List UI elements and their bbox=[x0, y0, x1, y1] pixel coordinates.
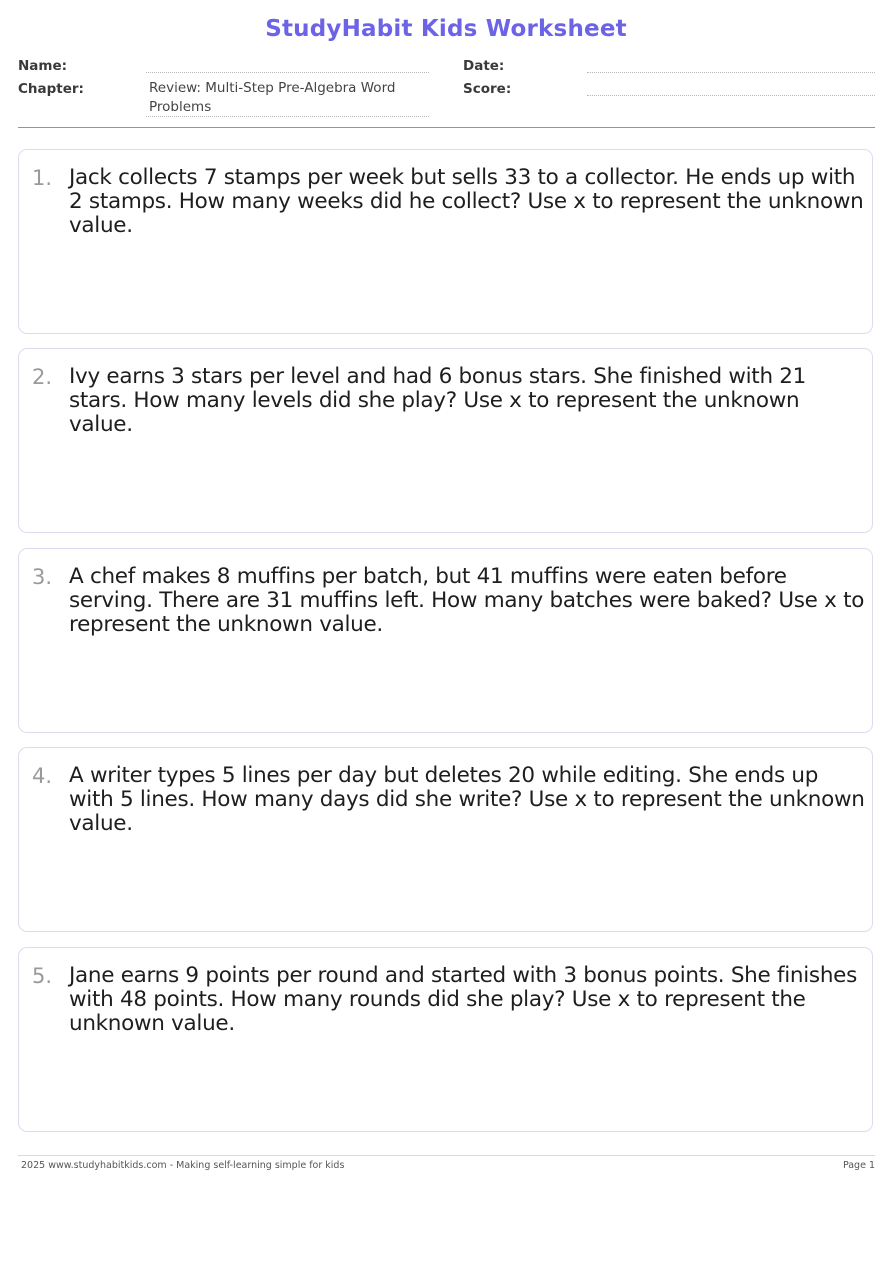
question-card bbox=[18, 947, 873, 1132]
question-number: 5. bbox=[32, 964, 53, 988]
question-text: A writer types 5 lines per day but deletes 20 while editing. She ends up with 5 lines. How many days did she write? Use x to represent the unknown value. bbox=[69, 763, 865, 836]
score-field[interactable] bbox=[587, 95, 875, 96]
question-number: 2. bbox=[32, 365, 53, 389]
question-text: A chef makes 8 muffins per batch, but 41 muffins were eaten before serving. There are 31 muffins left. How many batches were baked? Use x to represent the unknown value. bbox=[69, 564, 865, 637]
question-text: Jane earns 9 points per round and started with 3 bonus points. She finishes with 48 points. How many rounds did she play? Use x to represent the unknown value. bbox=[69, 963, 857, 1036]
question-card bbox=[18, 747, 873, 932]
chapter-underline bbox=[146, 116, 429, 117]
question-number: 3. bbox=[32, 565, 53, 589]
chapter-value: Review: Multi-Step Pre-Algebra Word Problems bbox=[149, 80, 396, 115]
question-number: 1. bbox=[32, 166, 53, 190]
question-card bbox=[18, 149, 873, 334]
question-card bbox=[18, 348, 873, 533]
question-text: Jack collects 7 stamps per week but sells 33 to a collector. He ends up with 2 stamps. How many weeks did he collect? Use x to represent the unknown value. bbox=[69, 165, 864, 238]
score-label: Score: bbox=[463, 81, 512, 97]
question-text: Ivy earns 3 stars per level and had 6 bonus stars. She finished with 21 stars. How many levels did she play? Use x to represent the unknown value. bbox=[69, 364, 807, 437]
date-label: Date: bbox=[463, 58, 505, 74]
footer-divider bbox=[18, 1155, 875, 1156]
chapter-label: Chapter: bbox=[18, 81, 84, 97]
question-number: 4. bbox=[32, 764, 53, 788]
date-field[interactable] bbox=[587, 72, 875, 73]
worksheet-title: StudyHabit Kids Worksheet bbox=[265, 16, 627, 42]
header-divider bbox=[18, 127, 875, 128]
name-field[interactable] bbox=[146, 72, 429, 73]
name-label: Name: bbox=[18, 58, 68, 74]
question-card bbox=[18, 548, 873, 733]
footer-credit: 2025 www.studyhabitkids.com - Making self-learning simple for kids bbox=[21, 1160, 345, 1171]
page-number: Page 1 bbox=[842, 1160, 875, 1171]
